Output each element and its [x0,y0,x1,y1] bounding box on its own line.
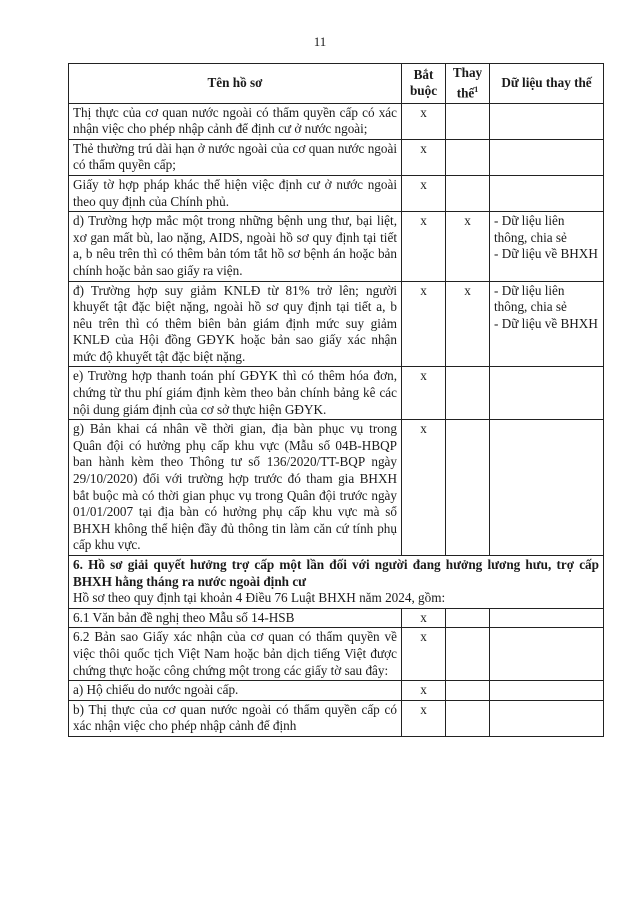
cell-replace [446,681,490,701]
cell-alt [490,367,604,420]
header-required: Bắt buộc [402,64,446,104]
cell-name: a) Hộ chiếu do nước ngoài cấp. [69,681,402,701]
table-row [69,103,604,139]
cell-alt [490,628,604,681]
records-table [68,63,604,737]
cell-replace [446,420,490,556]
cell-required: x [402,681,446,701]
table-row [69,175,604,211]
cell-name: 6.1 Văn bản đề nghị theo Mẫu số 14-HSB [69,608,402,628]
cell-alt [490,103,604,139]
cell-required: x [402,628,446,681]
cell-replace: x [446,281,490,367]
section-6-row [69,556,604,609]
cell-required: x [402,139,446,175]
cell-name: d) Trường hợp mắc một trong những bệnh ung thư, bại liệt, xơ gan mất bù, lao nặng, AIDS, ngoài hồ sơ quy định tại tiết a, b nêu trên thì có thêm bản tóm tắt hồ sơ bệnh án hoặc bản chính hoặc bản sao giấy ra viện. [69,212,402,281]
section-6-cell [69,556,604,609]
header-replace-footnote: 1 [474,84,479,94]
table-row [69,367,604,420]
cell-name: đ) Trường hợp suy giảm KNLĐ từ 81% trở lên; người khuyết tật đặc biệt nặng, ngoài hồ sơ quy định tại tiết a, b nêu trên thì có thêm biên bản giám định mức suy giảm KNLĐ của Hội đồng GĐYK hoặc bản sao giấy xác nhận mức độ khuyết tật đặc biệt nặng. [69,281,402,367]
cell-alt [490,175,604,211]
section-6-title: 6. Hồ sơ giải quyết hưởng trợ cấp một lần đối với người đang hưởng lương hưu, trợ cấp BHXH hằng tháng ra nước ngoài định cư [73,557,599,589]
header-replace-label: Thay thế [452,65,483,100]
table-row [69,700,604,736]
cell-replace [446,175,490,211]
table-row [69,139,604,175]
cell-name: 6.2 Bản sao Giấy xác nhận của cơ quan có thẩm quyền về việc thôi quốc tịch Việt Nam hoặc bản dịch tiếng Việt được chứng thực hoặc công chứng một trong các giấy tờ sau đây: [69,628,402,681]
cell-name: Thị thực của cơ quan nước ngoài có thẩm quyền cấp có xác nhận việc cho phép nhập cảnh để định cư ở nước ngoài; [69,103,402,139]
cell-required: x [402,212,446,281]
header-replace [446,64,490,104]
cell-name: e) Trường hợp thanh toán phí GĐYK thì có thêm hóa đơn, chứng từ thu phí giám định kèm theo bản chính bảng kê các nội dung giám định của cơ sở thực hiện GĐYK. [69,367,402,420]
cell-replace [446,628,490,681]
cell-replace [446,608,490,628]
cell-replace [446,103,490,139]
cell-alt [490,681,604,701]
table-row [69,628,604,681]
cell-alt [490,420,604,556]
cell-alt [490,608,604,628]
cell-alt: - Dữ liệu liên thông, chia sẻ - Dữ liệu về BHXH [490,281,604,367]
cell-required: x [402,700,446,736]
cell-replace: x [446,212,490,281]
cell-alt [490,139,604,175]
cell-required: x [402,103,446,139]
table-row [69,281,604,367]
cell-required: x [402,175,446,211]
cell-alt [490,700,604,736]
header-name: Tên hồ sơ [69,64,402,104]
cell-replace [446,139,490,175]
header-alt-data: Dữ liệu thay thế [490,64,604,104]
cell-replace [446,700,490,736]
cell-required: x [402,608,446,628]
cell-alt: - Dữ liệu liên thông, chia sẻ - Dữ liệu về BHXH [490,212,604,281]
cell-required: x [402,281,446,367]
table-row [69,608,604,628]
cell-name: Thẻ thường trú dài hạn ở nước ngoài của cơ quan nước ngoài có thẩm quyền cấp; [69,139,402,175]
cell-name: g) Bản khai cá nhân về thời gian, địa bàn phục vụ trong Quân đội có hưởng phụ cấp khu vực (Mẫu số 04B-HBQP ban hành kèm theo Thông tư số 136/2020/TT-BQP ngày 29/10/2020) đối với trường hợp trước đó tham gia BHXH bắt buộc mà có thời gian phục vụ trong Quân đội trước ngày 01/01/2007 tại địa bàn có hưởng phụ cấp khu vực mà sổ BHXH không thể hiện đầy đủ thông tin làm căn cứ tính phụ cấp khu vực. [69,420,402,556]
cell-name: Giấy tờ hợp pháp khác thể hiện việc định cư ở nước ngoài theo quy định của Chính phủ. [69,175,402,211]
cell-name: b) Thị thực của cơ quan nước ngoài có thẩm quyền cấp có xác nhận việc cho phép nhập cảnh để định [69,700,402,736]
table-header-row [69,64,604,104]
cell-required: x [402,367,446,420]
table-row [69,212,604,281]
cell-replace [446,367,490,420]
table-row [69,681,604,701]
section-6-note: Hồ sơ theo quy định tại khoản 4 Điều 76 Luật BHXH năm 2024, gồm: [73,590,446,606]
page-number: 11 [313,34,327,49]
table-row [69,420,604,556]
cell-required: x [402,420,446,556]
